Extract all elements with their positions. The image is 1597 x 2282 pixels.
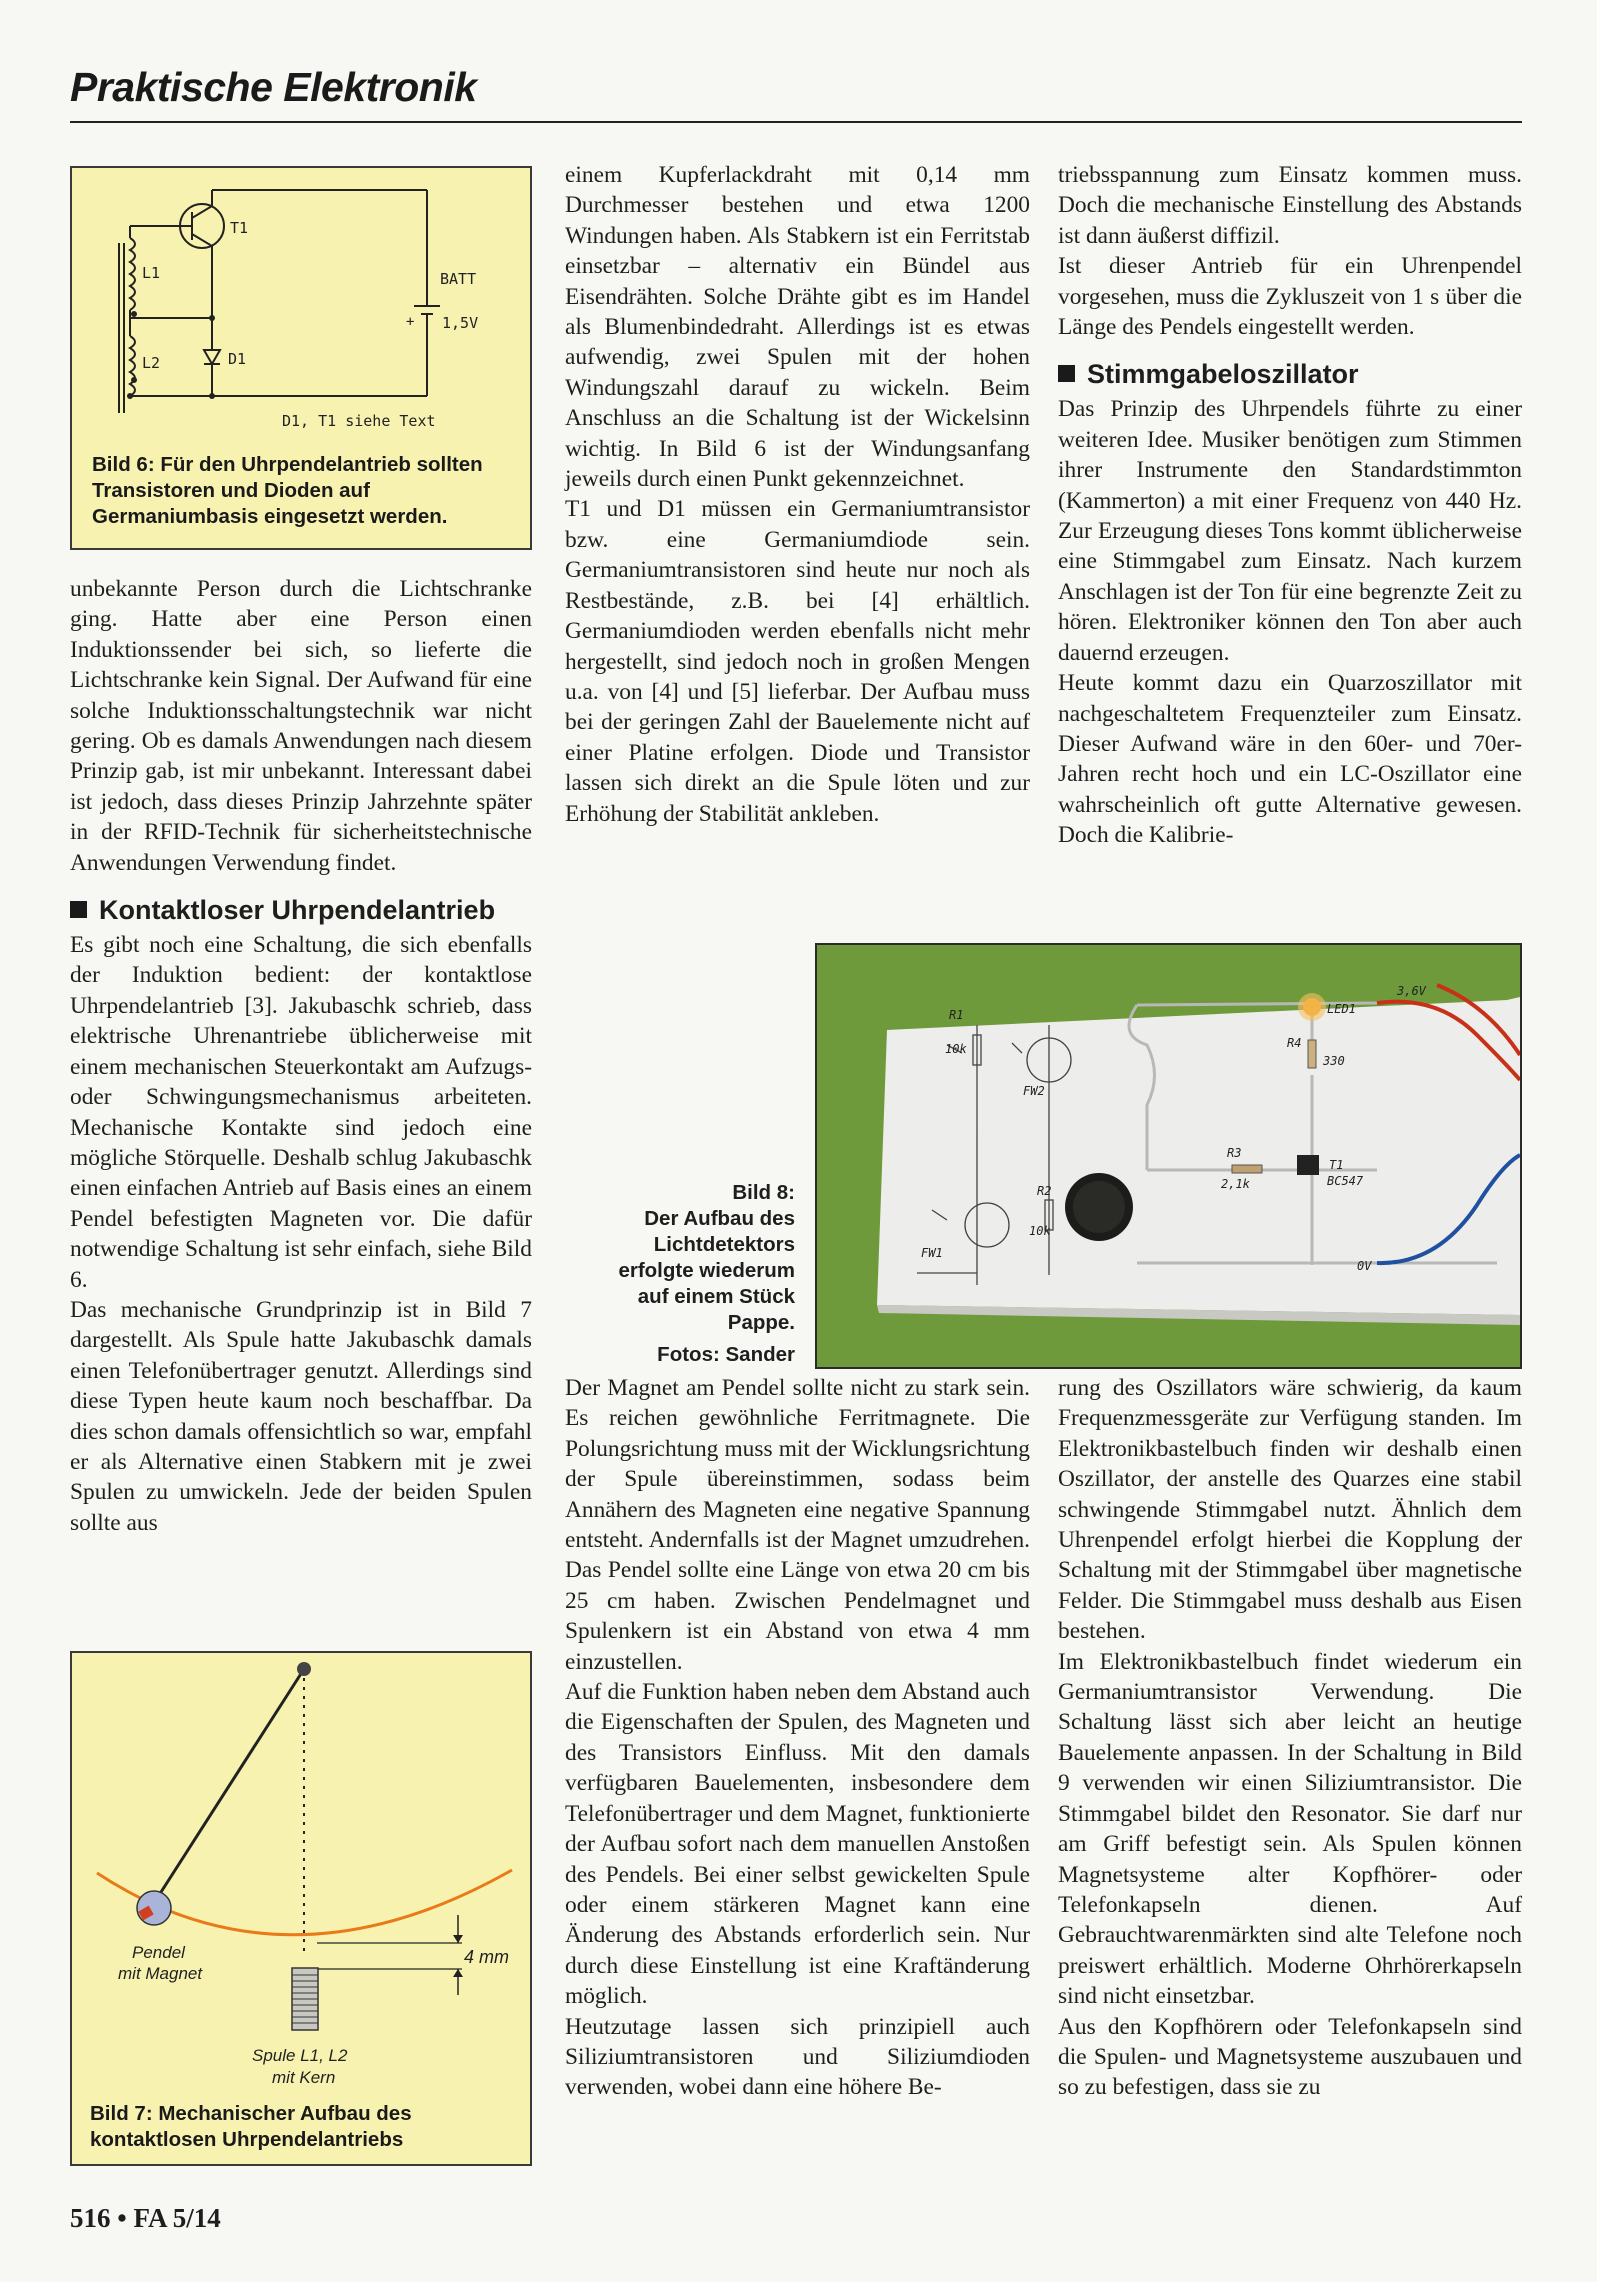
figure-8-photo	[815, 943, 1522, 1369]
fig6-label-plus: +	[406, 314, 415, 330]
col2b-paragraph-2: Auf die Funktion haben neben dem Abstand auch die Eigenschaften der Spulen, des Magneten und des Transistors Einfluss. Mit den damals verfügbaren Bauelementen, insbesondere dem Telefonübertrager und dem Magnet, funktionierte der Aufbau sofort nach dem manuellen Anstoßen des Pendels. Bei einer selbst gewickelten Spule oder einem stärkeren Magnet kann eine Änderung des Abstands erforderlich sein. Nur durch diese Einstellung ist eine Kraftänderung möglich.	[565, 1679, 1030, 2010]
figure-8-caption	[590, 1180, 795, 1368]
col3-paragraph-3: Das Prinzip des Uhrpendels führte zu einer weiteren Idee. Musiker benötigen zum Stimmen ihrer Instrumente den Standardstimmton (Kammerton) a mit einer Frequenz von 440 Hz. Zur Erzeugung dieses Tons kommt üblicherweise eine Stimmgabel zum Einsatz. Nach kurzem Anschlagen ist der Ton für eine begrenzte Zeit zu hören. Elektroniker können den Ton aber auch dauernd erzeugen.	[1058, 396, 1522, 666]
fig8-label-r1: R1	[949, 1008, 964, 1022]
col1-paragraph-2: Es gibt noch eine Schaltung, die sich ebenfalls der Induktion bedient: der kontaktlose Uhrpendelantrieb [3]. Jakubaschk schrieb, dass elektrische Uhrenantriebe üblicherweise mit einem mechanischen Steuerkontakt am Aufzugs- oder Schwingungsmechanismus arbeiteten. Mechanische Kontakte sind jedoch eine mögliche Störquelle. Deshalb schlug Jakubaschk einen einfachen Antrieb auf Basis eines an einem Pendel befestigten Magneten vor. Die dafür notwendige Schaltung ist sehr einfach, siehe Bild 6.	[70, 932, 532, 1293]
fig8-label-r4-value: 330	[1323, 1054, 1345, 1068]
fig8-label-vzero: 0V	[1357, 1259, 1372, 1273]
col2b-paragraph-3: Heutzutage lassen sich prinzipiell auch Siliziumtransistoren und Siliziumdioden verwenden, wobei dann eine höhere Be-	[565, 2013, 1030, 2101]
heading-text: Kontaktloser Uhrpendelantrieb	[99, 895, 496, 926]
fig8-label-led: LED1	[1327, 1002, 1356, 1016]
fig6-label-t1: T1	[230, 219, 249, 237]
figure-7-caption: Bild 7: Mechanischer Aufbau des kontaktlosen Uhrpendelantriebs	[90, 2102, 412, 2151]
figure-7	[70, 1651, 532, 2166]
figure-8-credit: Fotos: Sander	[657, 1343, 795, 1366]
fig7-coil-label-1: Spule L1, L2	[252, 2046, 348, 2065]
column-3-upper	[1058, 160, 1522, 851]
heading-bullet	[70, 901, 87, 918]
fig7-pendel-label-1: Pendel	[132, 1943, 185, 1962]
figure-7-diagram	[72, 1653, 530, 2093]
figure-8-caption-text: Der Aufbau des Lichtdetektors erfolgte wiederum auf einem Stück Pappe.	[618, 1207, 795, 1334]
header-rule	[70, 121, 1522, 123]
figure-6-caption: Bild 6: Für den Uhrpendelantrieb sollten Transistoren und Dioden auf Germaniumbasis eingesetzt werden.	[92, 453, 483, 528]
fig8-label-r4: R4	[1287, 1036, 1302, 1050]
fig7-pendel-label-2: mit Magnet	[118, 1964, 203, 1983]
fig8-label-fw1: FW1	[921, 1246, 943, 1260]
col1-paragraph-1: unbekannte Person durch die Lichtschranke ging. Hatte aber eine Person einen Induktionssender bei sich, so lieferte die Lichtschranke kein Signal. Der Aufwand für eine solche Induktionsschaltungstechnik war nicht gering. Ob es damals Anwendungen nach diesem Prinzip gab, ist mir unbekannt. Interessant dabei ist jedoch, dass dieses Prinzip Jahrzehnte später in der RFID-Technik für sicherheitstechnische Anwendungen Verwendung findet.	[70, 576, 532, 876]
figure-6	[70, 166, 532, 550]
col3b-paragraph-3: Aus den Kopfhörern oder Telefonkapseln sind die Spulen- und Magnetsysteme auszubauen und so zu befestigen, dass sie zu	[1058, 2013, 1522, 2101]
fig6-label-l1: L1	[142, 264, 161, 282]
column-2-upper	[565, 160, 1030, 829]
column-2-lower	[565, 1373, 1030, 2103]
fig6-label-l2: L2	[142, 354, 161, 372]
fig6-label-d1: D1	[228, 350, 247, 368]
heading-stimmgabeloszillator	[1058, 356, 1522, 392]
col3b-paragraph-2: Im Elektronikbastelbuch findet wiederum ein Germaniumtransistor Verwendung. Die Schaltung lässt sich aber leicht an heutige Bauelemente anpassen. In der Schaltung in Bild 9 verwenden wir einen Siliziumtransistor. Die Stimmgabel bildet den Resonator. Sie darf nur am Griff befestigt sein. Als Spulen können Magnetsysteme alter Kopfhörer- oder Telefonkapseln dienen. Auf Gebrauchtwarenmärkten sind alte Telefone noch preiswert erhältlich. Moderne Ohrhörerkapseln sind nicht einsetzbar.	[1058, 1648, 1522, 2010]
figure-8-photo-content	[817, 945, 1520, 1367]
fig8-label-fw2: FW2	[1023, 1084, 1045, 1098]
fig8-label-r3-value: 2,1k	[1221, 1177, 1250, 1191]
col1-paragraph-3: Das mechanische Grundprinzip ist in Bild 7 dargestellt. Als Spule hatte Jakubaschk damals einen Telefonübertrager genutzt. Allerdings sind diese Typen heute kaum noch beschaffbar. Da dies schon damals offensichtlich so war, empfahl er als Alternative einen Stabkern mit je zwei Spulen zu umwickeln. Jede der beiden Spulen sollte aus	[70, 1296, 532, 1536]
figure-8-caption-title: Bild 8:	[732, 1181, 795, 1204]
fig6-label-voltage: 1,5V	[442, 314, 479, 332]
page-footer: 516 • FA 5/14	[70, 2203, 221, 2233]
heading-text: Stimmgabeloszillator	[1087, 359, 1359, 390]
fig8-label-r2-value: 10k	[1029, 1224, 1051, 1238]
fig8-label-r1-value: 10k	[945, 1042, 967, 1056]
col2b-paragraph-1: Der Magnet am Pendel sollte nicht zu stark sein. Es reichen gewöhnliche Ferritmagnete. Die Polungsrichtung muss mit der Wicklungsrichtung der Spule übereinstimmen, sodass beim Annähern des Magneten eine negative Spannung entsteht. Andernfalls ist der Magnet umzudrehen. Das Pendel sollte eine Länge von etwa 20 cm bis 25 cm haben. Zwischen Pendelmagnet und Spulenkern ist ein Abstand von etwa 4 mm einzustellen.	[565, 1375, 1030, 1675]
col3b-paragraph-1: rung des Oszillators wäre schwierig, da kaum Frequenzmessgeräte zur Verfügung standen. Im Elektronikbastelbuch finden wir deshalb einen Oszillator, der anstelle des Quarzes eine stabil schwingende Stimmgabel nutzt. Ähnlich dem Uhrenpendel erfolgt hierbei die Kopplung der Schaltung mit der Stimmgabel über magnetische Felder. Die Stimmgabel muss deshalb aus Eisen bestehen.	[1058, 1375, 1522, 1645]
fig8-label-vplus: 3,6V	[1397, 984, 1426, 998]
column-3-lower	[1058, 1373, 1522, 2103]
col3-paragraph-4: Heute kommt dazu ein Quarzoszillator mit nachgeschaltetem Frequenzteiler zum Einsatz. Dieser Aufwand wäre in den 60er- und 70er-Jahren recht hoch und ein LC-Oszillator eine wahrscheinlich oft gutte Alternative gewesen. Doch die Kalibrie-	[1058, 670, 1522, 849]
column-1-upper	[70, 574, 532, 1538]
col2-paragraph-2: T1 und D1 müssen ein Germaniumtransistor bzw. eine Germaniumdiode sein. Germaniumtransistoren sind heute nur noch als Restbestände, z.B. bei [4] erhältlich. Germaniumdioden werden ebenfalls nicht mehr hergestellt, sind jedoch noch in großen Mengen u.a. von [4] und [5] lieferbar. Der Aufbau muss bei der geringen Zahl der Bauelemente nicht auf einer Platine erfolgen. Diode und Transistor lassen sich direkt an die Spule löten und zur Erhöhung der Stabilität ankleben.	[565, 496, 1030, 827]
figure-6-schematic	[72, 168, 530, 438]
fig6-note: D1, T1 siehe Text	[282, 412, 436, 430]
col3-paragraph-2: Ist dieser Antrieb für ein Uhrenpendel vorgesehen, muss die Zykluszeit von 1 s über die Länge des Pendels eingestellt werden.	[1058, 253, 1522, 341]
heading-bullet	[1058, 365, 1075, 382]
fig8-label-r3: R3	[1227, 1146, 1242, 1160]
heading-kontaktloser-uhrpendelantrieb	[70, 892, 532, 928]
fig7-coil-label-2: mit Kern	[272, 2068, 336, 2087]
fig8-label-r2: R2	[1037, 1184, 1052, 1198]
col2-paragraph-1: einem Kupferlackdraht mit 0,14 mm Durchmesser bestehen und etwa 1200 Windungen haben. Als Stabkern ist ein Ferritstab einsetzbar – alternativ ein Bündel aus Eisendrähten. Solche Drähte gibt es im Handel als Blumenbindedraht. Allerdings ist es etwas aufwendig, zwei Spulen mit der hohen Windungszahl darauf zu wickeln. Beim Anschluss an die Schaltung ist der Wickelsinn wichtig. In Bild 6 ist der Windungsanfang jeweils durch einen Punkt gekennzeichnet.	[565, 162, 1030, 493]
fig7-gap-label: 4 mm	[464, 1947, 509, 1967]
section-title: Praktische Elektronik	[70, 64, 477, 110]
fig8-label-t1-value: BC547	[1327, 1174, 1364, 1188]
fig8-label-t1: T1	[1329, 1158, 1344, 1172]
fig6-label-batt: BATT	[440, 270, 477, 288]
col3-paragraph-1: triebsspannung zum Einsatz kommen muss. Doch die mechanische Einstellung des Abstands ist dann äußerst diffizil.	[1058, 162, 1522, 249]
